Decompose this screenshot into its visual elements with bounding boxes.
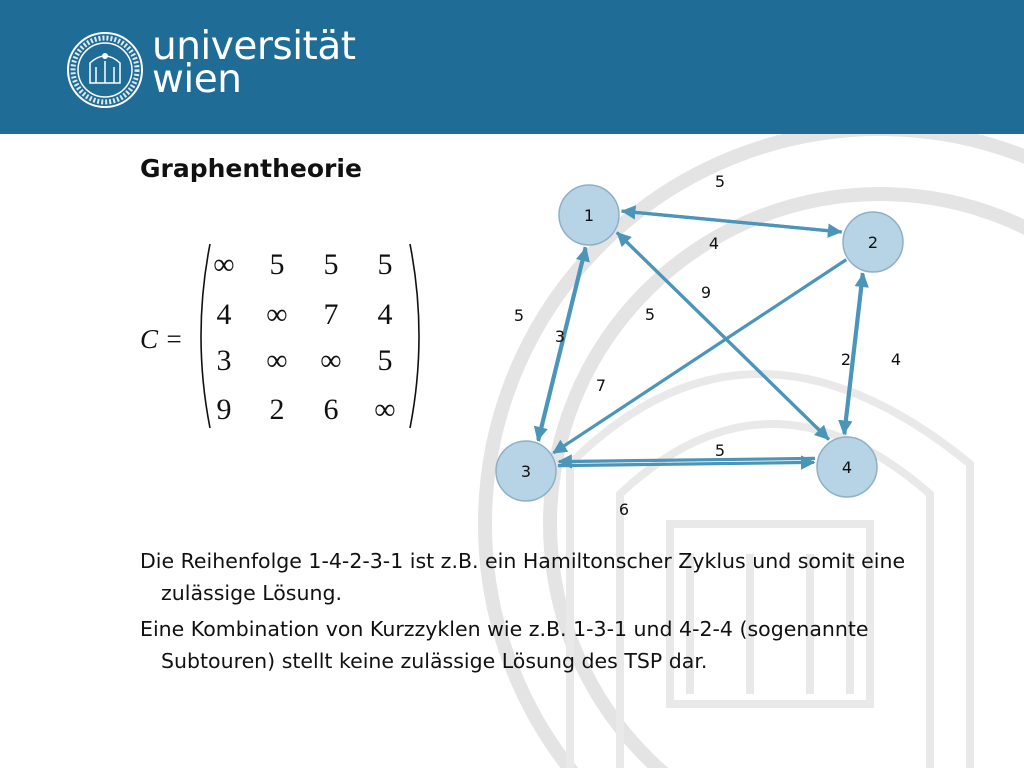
edge-2-1 <box>623 211 842 232</box>
body-text <box>140 545 980 681</box>
matrix-cell: 5 <box>323 248 339 281</box>
edge-weight-4-2: 2 <box>840 350 852 369</box>
edge-weight-1-2: 5 <box>714 172 726 191</box>
left-bracket <box>201 244 210 428</box>
slide-title: Graphentheorie <box>140 154 362 183</box>
edge-weight-2-3: 7 <box>595 376 607 395</box>
edge-3-4 <box>558 462 814 465</box>
edge-weight-2-1: 4 <box>708 234 720 253</box>
matrix-cell: 5 <box>377 344 393 377</box>
node-label-1: 1 <box>583 206 595 225</box>
edge-weight-3-4: 5 <box>714 441 726 460</box>
matrix-cell: ∞ <box>266 344 288 377</box>
edge-weight-3-1: 3 <box>554 327 566 346</box>
matrix-cell: 4 <box>216 298 232 331</box>
logo-line-1: universität <box>152 24 356 69</box>
right-bracket <box>410 244 419 428</box>
university-seal-icon <box>66 31 144 109</box>
matrix-cell: ∞ <box>213 248 235 281</box>
university-wordmark <box>152 24 356 102</box>
header-bar <box>0 0 1024 134</box>
edge-weight-1-3: 5 <box>513 306 525 325</box>
node-label-3: 3 <box>520 462 532 481</box>
edge-weight-2-4: 4 <box>890 350 902 369</box>
matrix-cell: ∞ <box>266 298 288 331</box>
node-label-2: 2 <box>867 233 879 252</box>
matrix-cell: 3 <box>216 344 232 377</box>
matrix-cell: 5 <box>377 248 393 281</box>
edge-4-3 <box>559 458 815 461</box>
matrix-cell: 4 <box>377 298 393 331</box>
logo-line-2: wien <box>152 57 242 102</box>
edge-2-3 <box>554 260 847 453</box>
matrix-cell: ∞ <box>374 393 396 426</box>
graph-diagram <box>480 160 920 530</box>
matrix-cell: ∞ <box>320 344 342 377</box>
paragraph-subtours: Eine Kombination von Kurzzyklen wie z.B. 1-3-1 und 4-2-4 (sogenannte Subtouren) stellt keine zulässige Lösung des TSP dar. <box>140 617 869 673</box>
matrix-cell: 2 <box>269 393 285 426</box>
edge-weight-4-3: 6 <box>618 500 630 519</box>
matrix-cell: 6 <box>323 393 339 426</box>
edge-weight-1-4: 5 <box>644 305 656 324</box>
matrix-cell: 7 <box>323 298 339 331</box>
edge-4-1 <box>617 233 829 440</box>
matrix-label: C = <box>140 324 183 354</box>
edge-weight-4-1: 9 <box>700 283 712 302</box>
cost-matrix <box>138 236 438 436</box>
paragraph-hamilton-cycle: Die Reihenfolge 1-4-2-3-1 ist z.B. ein Hamiltonscher Zyklus und somit eine zulässige Lösung. <box>140 549 906 605</box>
matrix-cell: 5 <box>269 248 285 281</box>
node-label-4: 4 <box>841 458 853 477</box>
matrix-cell: 9 <box>216 393 232 426</box>
